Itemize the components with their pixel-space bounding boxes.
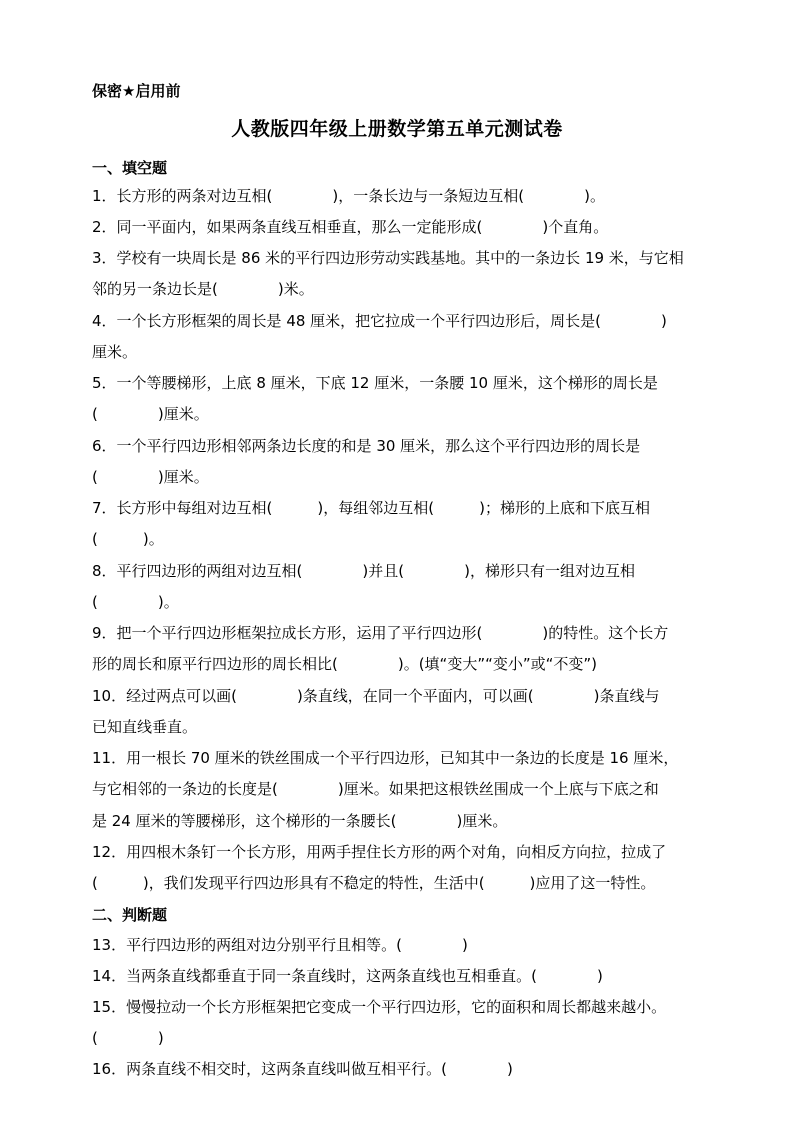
question-line: 3．学校有一块周长是 86 米的平行四边形劳动实践基地。其中的一条边长 19 米，与它相 — [92, 249, 684, 267]
question-line: 13．平行四边形的两组对边分别平行且相等。( ) — [92, 936, 468, 954]
question-line: 邻的另一条边长是( )米。 — [92, 280, 314, 298]
question-line: 形的周长和原平行四边形的周长相比( )。(填“变大”“变小”或“不变”) — [92, 655, 598, 673]
question-line: 15．慢慢拉动一个长方形框架把它变成一个平行四边形，它的面积和周长都越来越小。 — [92, 998, 667, 1016]
question-line: 12．用四根木条钉一个长方形，用两手捏住长方形的两个对角，向相反方向拉，拉成了 — [92, 843, 667, 861]
question-line: ( ) — [92, 1029, 164, 1047]
question-line: 2．同一平面内，如果两条直线互相垂直，那么一定能形成( )个直角。 — [92, 218, 609, 236]
question-line: 与它相邻的一条边的长度是( )厘米。如果把这根铁丝围成一个上底与下底之和 — [92, 780, 659, 798]
question-line: 5．一个等腰梯形，上底 8 厘米，下底 12 厘米，一条腰 10 厘米，这个梯形的周长是 — [92, 374, 658, 392]
question-line: 1．长方形的两条对边互相( )，一条长边与一条短边互相( )。 — [92, 187, 605, 205]
question-line: 7．长方形中每组对边互相( )，每组邻边互相( )；梯形的上底和下底互相 — [92, 499, 650, 517]
question-line: ( )，我们发现平行四边形具有不稳定的特性，生活中( )应用了这一特性。 — [92, 874, 656, 892]
question-line: 8．平行四边形的两组对边互相( )并且( )，梯形只有一组对边互相 — [92, 562, 635, 580]
question-line: 是 24 厘米的等腰梯形，这个梯形的一条腰长( )厘米。 — [92, 812, 508, 830]
question-line: ( )厘米。 — [92, 468, 209, 486]
question-line: ( )厘米。 — [92, 405, 209, 423]
question-line: 16．两条直线不相交时，这两条直线叫做互相平行。( ) — [92, 1060, 513, 1078]
question-line: 已知直线垂直。 — [92, 718, 198, 736]
question-line: ( )。 — [92, 593, 179, 611]
question-line: 10．经过两点可以画( )条直线，在同一个平面内，可以画( )条直线与 — [92, 687, 660, 705]
question-line: 厘米。 — [92, 343, 138, 361]
question-line: 4．一个长方形框架的周长是 48 厘米，把它拉成一个平行四边形后，周长是( ) — [92, 312, 667, 330]
page-title: 人教版四年级上册数学第五单元测试卷 — [231, 118, 563, 140]
question-line: ( )。 — [92, 530, 164, 548]
confidential-label: 保密★启用前 — [92, 82, 181, 100]
section-fill-title: 一、填空题 — [92, 159, 168, 177]
question-line: 6．一个平行四边形相邻两条边长度的和是 30 厘米，那么这个平行四边形的周长是 — [92, 437, 641, 455]
question-line: 11．用一根长 70 厘米的铁丝围成一个平行四边形，已知其中一条边的长度是 16 厘米， — [92, 749, 679, 767]
question-line: 9．把一个平行四边形框架拉成长方形，运用了平行四边形( )的特性。这个长方 — [92, 624, 669, 642]
section-judge-title: 二、判断题 — [92, 906, 168, 924]
question-line: 14．当两条直线都垂直于同一条直线时，这两条直线也互相垂直。( ) — [92, 967, 603, 985]
